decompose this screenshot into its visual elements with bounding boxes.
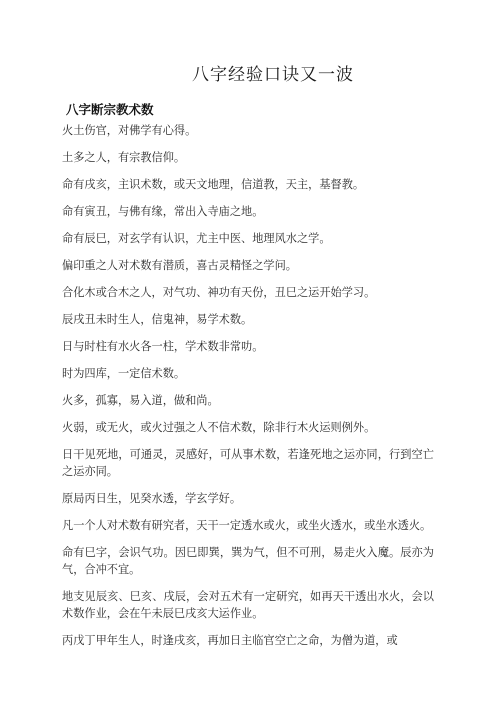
paragraph: 偏印重之人对术数有潜质，喜古灵精怪之学问。 <box>62 259 297 272</box>
paragraph: 日干见死地，可通灵，灵感好，可从事术数，若逢死地之运亦同，行到空亡之运亦同。 <box>62 448 434 478</box>
paragraph: 土多之人，有宗教信仰。 <box>62 151 186 164</box>
paragraph: 命有辰巳，对玄学有认识，尤主中医、地理风水之学。 <box>62 232 331 245</box>
paragraph: 地支见辰亥、巳亥、戌辰，会对五术有一定研究，如再天干透出水火，会以术数作业，会在午未辰巳戌亥大运作业。 <box>62 590 434 620</box>
paragraph: 时为四库，一定信术数。 <box>62 367 186 380</box>
paragraph: 丙戊丁甲年生人，时逢戌亥，再加日主临官空亡之命，为僧为道，或 <box>62 634 398 647</box>
paragraph: 凡一个人对术数有研究者，天干一定透水或火，或坐火透水，或坐水透火。 <box>62 519 432 532</box>
paragraph: 火多，孤寡，易入道，做和尚。 <box>62 394 219 407</box>
paragraph: 原局丙日生，见癸水透，学玄学好。 <box>62 492 242 505</box>
document-title: 八字经验口诀又一波 <box>192 65 354 85</box>
paragraph: 火弱，或无火，或火过强之人不信术数，除非行木火运则例外。 <box>62 421 376 434</box>
paragraph: 合化木或合木之人，对气功、神功有天份，丑巳之运开始学习。 <box>62 286 376 299</box>
paragraph: 命有巳字，会识气功。因巳即巽，巽为气，但不可刑，易走火入魔。辰亦为气，合冲不宜。 <box>62 546 434 576</box>
paragraph: 火土伤官，对佛学有心得。 <box>62 124 197 137</box>
paragraph: 辰戌丑未时生人，信鬼神，易学术数。 <box>62 313 253 326</box>
document-body <box>62 122 434 659</box>
paragraph: 日与时柱有水火各一柱，学术数非常叻。 <box>62 340 264 353</box>
section-heading: 八字断宗教术数 <box>66 102 154 117</box>
paragraph: 命有戌亥，主识术数，或天文地理，信道教，天主，基督教。 <box>62 178 365 191</box>
paragraph: 命有寅丑，与佛有缘，常出入寺庙之地。 <box>62 205 264 218</box>
